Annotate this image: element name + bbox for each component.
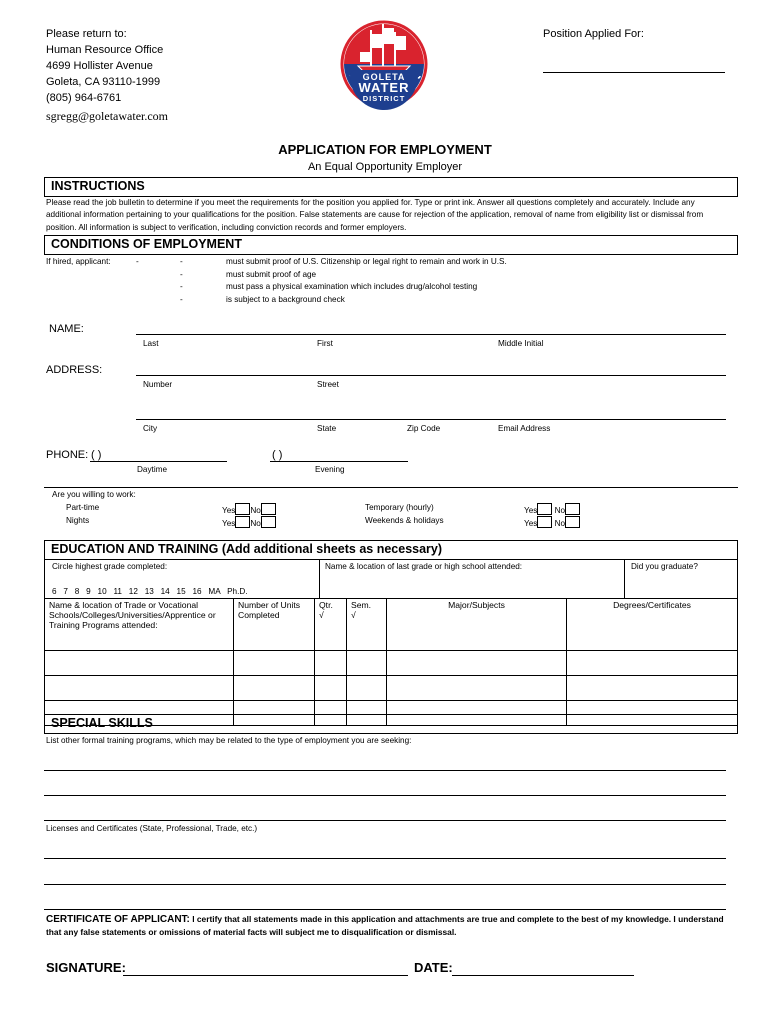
graduate-label: Did you graduate? [631, 562, 698, 571]
col-degree-header: Degrees/Certificates [567, 599, 738, 651]
yes-label: Yes [222, 506, 236, 515]
cell[interactable] [234, 651, 315, 676]
address-street-label: Street [317, 380, 339, 389]
part-time-no-checkbox[interactable] [261, 503, 276, 515]
circle-grade-label: Circle highest grade completed: [52, 562, 168, 571]
date-field[interactable] [452, 975, 634, 976]
cell[interactable] [315, 651, 347, 676]
willing-weekends-label: Weekends & holidays [365, 516, 444, 525]
nights-yes [222, 516, 276, 528]
col-sem-header [347, 599, 387, 651]
grade-options[interactable]: 6 7 8 9 10 11 12 13 14 15 16 MA Ph.D. [52, 587, 248, 596]
col-trade-header: Name & location of Trade or Vocational Schools/Colleges/Universities/Apprentice or Training Programs attended: [45, 599, 234, 651]
signature-field[interactable] [123, 975, 408, 976]
certificate-label: CERTIFICATE OF APPLICANT: [46, 914, 190, 925]
name-last-label: Last [143, 339, 159, 348]
licenses-line-2[interactable] [44, 884, 726, 885]
weekends-yes [524, 516, 580, 528]
position-applied-label: Position Applied For: [543, 28, 644, 40]
skills-programs-label: List other formal training programs, which may be related to the type of employment you are seeking: [46, 736, 412, 745]
signature-label: SIGNATURE: [46, 960, 126, 975]
no-label: No [554, 506, 566, 515]
logo-line2: WATER [358, 80, 410, 95]
willing-nights-label: Nights [66, 516, 90, 525]
col-qtr-check: √ [319, 610, 324, 620]
cell[interactable] [347, 651, 387, 676]
education-table [44, 598, 738, 726]
page-subtitle: An Equal Opportunity Employer [307, 161, 463, 173]
nights-no-checkbox[interactable] [261, 516, 276, 528]
address-city-field[interactable] [136, 419, 726, 420]
temporary-yes-checkbox[interactable] [537, 503, 552, 515]
part-time-yes-checkbox[interactable] [235, 503, 250, 515]
weekends-no-checkbox[interactable] [565, 516, 580, 528]
no-label: No [250, 506, 261, 515]
nights-yes-checkbox[interactable] [235, 516, 250, 528]
temporary-yes [524, 503, 580, 515]
education-heading: EDUCATION AND TRAINING (Add additional sheets as necessary) [44, 540, 738, 560]
no-label: No [554, 519, 566, 528]
skills-line-1[interactable] [44, 770, 726, 771]
address-street-field[interactable] [136, 375, 726, 376]
address-label: ADDRESS: [46, 364, 103, 376]
phone-daytime-label: Daytime [137, 465, 168, 474]
col-major-header: Major/Subjects [387, 599, 567, 651]
instructions-heading: INSTRUCTIONS [44, 177, 738, 197]
yes-label: Yes [524, 519, 538, 528]
col-sem-check: √ [351, 610, 356, 620]
instructions-text: Please read the job bulletin to determine if you meet the requirements for the position you applied for. Type or print ink. Answer all questions completely and accurately. Include any additional information pertaining to your qualifications for the position. False statements are cause for rejection of the application, removal of name from eligibility list or dismissal from position. All information is subject to verification, including conviction records and former employers. [46, 198, 704, 232]
skills-line-2[interactable] [44, 795, 726, 796]
condition-item-0: must submit proof of U.S. Citizenship or legal right to remain and work in U.S. [226, 257, 507, 266]
cell[interactable] [315, 676, 347, 701]
name-first-label: First [317, 339, 333, 348]
yes-label: Yes [222, 519, 236, 528]
willing-part-time-label: Part-time [66, 503, 100, 512]
willing-temporary-label: Temporary (hourly) [365, 503, 434, 512]
col-sem-label: Sem. [351, 600, 372, 610]
col-qtr-header [315, 599, 347, 651]
date-label: DATE: [414, 960, 453, 975]
address-state-label: State [317, 424, 337, 433]
address-email-label: Email Address [498, 424, 551, 433]
willing-divider [44, 487, 738, 488]
conditions-dash-1: - [180, 257, 183, 266]
last-school-label: Name & location of last grade or high school attended: [325, 562, 523, 571]
phone-eve-area: ( ) [272, 449, 283, 461]
weekends-yes-checkbox[interactable] [537, 516, 552, 528]
certificate-text: I certify that all statements made in this application and attachments are true and complete to the best of my knowledge. I understand that any false statements or omissions of material facts will subject me to disqualification or dismissal. [46, 914, 724, 937]
certificate-block [46, 913, 728, 939]
cell[interactable] [234, 676, 315, 701]
phone-label: PHONE: [46, 449, 89, 461]
address-number-label: Number [143, 380, 173, 389]
return-city: Goleta, CA 93110-1999 [46, 75, 161, 88]
return-street: 4699 Hollister Avenue [46, 59, 153, 72]
education-divider-2 [624, 560, 625, 598]
phone-day-area: ( ) [91, 449, 102, 461]
col-units-header: Number of Units Completed [234, 599, 315, 651]
no-label: No [250, 519, 261, 528]
licenses-line-3[interactable] [44, 909, 726, 910]
part-time-yes [222, 503, 276, 515]
name-label: NAME: [49, 323, 84, 335]
condition-item-2: must pass a physical examination which includes drug/alcohol testing [226, 282, 478, 291]
skills-line-3[interactable] [44, 820, 726, 821]
licenses-label: Licenses and Certificates (State, Professional, Trade, etc.) [46, 824, 258, 833]
conditions-dash-0: - [136, 257, 139, 266]
conditions-lead: If hired, applicant: [46, 257, 111, 266]
return-email[interactable]: sgregg@goletawater.com [46, 108, 169, 123]
cell[interactable] [45, 651, 234, 676]
cell[interactable] [387, 651, 567, 676]
return-phone: (805) 964-6761 [46, 91, 122, 104]
table-row [45, 651, 738, 676]
condition-item-3: is subject to a background check [226, 295, 345, 304]
cell[interactable] [387, 676, 567, 701]
return-address [46, 27, 246, 125]
table-row [45, 676, 738, 701]
address-zip-label: Zip Code [407, 424, 441, 433]
logo-line3: DISTRICT [362, 94, 406, 103]
col-qtr-label: Qtr. [319, 600, 333, 610]
address-city-label: City [143, 424, 158, 433]
cell[interactable] [567, 676, 738, 701]
yes-label: Yes [524, 506, 538, 515]
phone-daytime-field[interactable] [90, 461, 227, 462]
condition-item-1: must submit proof of age [226, 270, 317, 279]
conditions-dash-4: - [180, 295, 183, 304]
return-label: Please return to: [46, 28, 127, 40]
phone-evening-field[interactable] [270, 461, 408, 462]
conditions-heading: CONDITIONS OF EMPLOYMENT [44, 235, 738, 255]
logo-line1: GOLETA [362, 72, 406, 82]
conditions-dash-3: - [180, 282, 183, 291]
education-divider-1 [319, 560, 320, 598]
licenses-line-1[interactable] [44, 858, 726, 859]
name-middle-label: Middle Initial [498, 339, 544, 348]
phone-evening-label: Evening [315, 465, 345, 474]
temporary-no-checkbox[interactable] [565, 503, 580, 515]
cell[interactable] [45, 676, 234, 701]
cell[interactable] [347, 676, 387, 701]
page-title: APPLICATION FOR EMPLOYMENT [278, 142, 492, 157]
goleta-water-logo [336, 14, 432, 118]
return-office: Human Resource Office [46, 43, 164, 56]
cell[interactable] [567, 651, 738, 676]
conditions-dash-2: - [180, 270, 183, 279]
willing-question: Are you willing to work: [52, 490, 136, 499]
table-header-row [45, 599, 738, 651]
position-applied-field[interactable] [543, 72, 725, 73]
name-field[interactable] [136, 334, 726, 335]
skills-heading: SPECIAL SKILLS [44, 714, 738, 734]
